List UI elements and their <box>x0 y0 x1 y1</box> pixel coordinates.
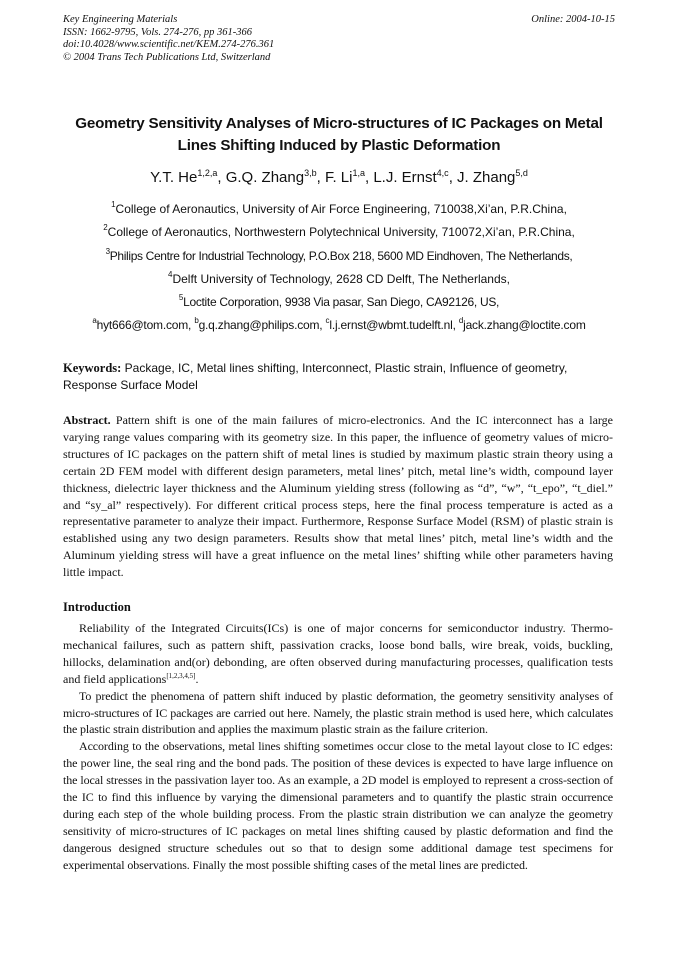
journal-name: Key Engineering Materials <box>63 14 178 25</box>
introduction-section <box>63 620 613 874</box>
copyright-line: © 2004 Trans Tech Publications Ltd, Switzerland <box>63 51 271 63</box>
email-link[interactable]: l.j.ernst@wbmt.tudelft.nl, <box>329 318 459 333</box>
abstract-section <box>63 412 613 581</box>
author: F. Li$^{1,a}$, <box>324 168 374 186</box>
abstract-text: Pattern shift is one of the main failures of micro-electronics. And the IC interconnect has a large varying range values comparing with its geometry size. In this paper, the influence of geometry values of micro-structures of IC packages on the pattern shift of metal lines is studied by maximum plastic strain theory using a certain 2D FEM model with different design parameters, metal lines’ pitch, metal line’s width, compound layer thickness, dielectric layer thickness and the Aluminum yielding stress (following as “d”, “w”, “t_epo”, “t_diel.” and “sy_al” respectively). For different critical process steps, here the final process temperature is acted as a representative parameter to analyze their impact. Furthermore, Response Surface Model (RSM) of plastic strain is established using any two design parameters. Results show that metal lines’ pitch, metal line’s width and the Aluminum yielding stress will have a great influence on the metal lines’ shifting while other parameters having little impact. <box>63 413 613 580</box>
author: L.J. Ernst$^{4,c}$, <box>373 168 458 186</box>
author-list <box>0 163 678 188</box>
keywords-label: Keywords: <box>63 361 122 375</box>
paragraph: Reliability of the Integrated Circuits(ICs) is one of major concerns for semiconductor industry. Thermo-mechanical failures, such as pattern shift, passivation cracks, loose bond balls, wire break, voids, buckling, hillocks, delamination and(or) debonding, are often observed during manufacturing processes, qualification tests and field applications[1,2,3,4,5]. <box>63 621 613 686</box>
email-list: $^a$hyt666@tom.com, $^b$g.q.zhang@philips.com, $^c$l.j.ernst@wbmt.tudelft.nl, $^d$jack.zhang@loctite.com <box>92 316 586 333</box>
keywords-section <box>63 360 623 394</box>
author: G.Q. Zhang$^{3,b}$, <box>225 168 325 186</box>
online-date: Online: 2004-10-15 <box>531 14 615 25</box>
keywords-text: Package, IC, Metal lines shifting, Interconnect, Plastic strain, Influence of geometry, Response Surface Model <box>63 361 568 392</box>
affiliation: $^3$Philips Centre for Industrial Technology, P.O.Box 218, 5600 MD Eindhoven, The Netherlands, <box>105 246 573 263</box>
affiliation: $^5$Loctite Corporation, 9938 Via pasar, San Diego, CA92126, US, <box>178 293 500 310</box>
section-heading-introduction: Introduction <box>63 600 131 614</box>
affiliation-list <box>0 198 678 338</box>
author: Y.T. He$^{1,2,a}$, <box>150 168 226 186</box>
email-link[interactable]: g.q.zhang@philips.com, <box>198 318 326 333</box>
journal-header <box>63 14 274 64</box>
affiliation: $^4$Delft University of Technology, 2628 CD Delft, The Netherlands, <box>168 269 510 286</box>
email-link[interactable]: jack.zhang@loctite.com <box>463 318 586 333</box>
abstract-label: Abstract. <box>63 413 111 427</box>
citation-ref[interactable]: [1,2,3,4,5] <box>166 671 196 680</box>
doi-link[interactable]: doi:10.4028/www.scientific.net/KEM.274-276.361 <box>63 39 275 50</box>
paragraph: To predict the phenomena of pattern shift induced by plastic deformation, the geometry sensitivity analyses of micro-structures of IC packages are carried out here. Namely, the plastic strain method is used here, which calculates the plastic strain distribution and applies the maximum plastic strain as the failure criterion. <box>63 688 613 737</box>
email-link[interactable]: hyt666@tom.com, <box>96 318 195 333</box>
paragraph: According to the observations, metal lines shifting sometimes occur close to the metal layout close to IC edges: the power line, the seal ring and the bond pads. The position of these devices is expected to have large influence on the local stresses in the passivation layer too. As an example, a 2D model is employed to represent a cross-section of the IC to find this influence by varying the dimensional parameters and to quantify the plastic strain occurrence during each step of the whole building process. From the plastic strain distribution we can analyze the geometry sensitivity of micro-structures of IC packages on metal lines shifting caused by plastic deformation and find the dangerous designed structure schedules out so that to design some additional damage test specimens for experimental observations. Finally the most possible shifting cases of the metal lines are predicted. <box>63 739 613 872</box>
paper-title: Geometry Sensitivity Analyses of Micro-structures of IC Packages on Metal Lines Shifting Induced by Plastic Deformation <box>75 115 603 154</box>
issn-line: ISSN: 1662-9795, Vols. 274-276, pp 361-366 <box>63 26 252 38</box>
author: J. Zhang$^{5,d}$ <box>457 168 528 186</box>
affiliation: $^2$College of Aeronautics, Northwestern Polytechnical University, 710072,Xi’an, P.R.China, <box>103 223 575 240</box>
affiliation: $^1$College of Aeronautics, University of Air Force Engineering, 710038,Xi’an, P.R.China, <box>111 200 567 216</box>
